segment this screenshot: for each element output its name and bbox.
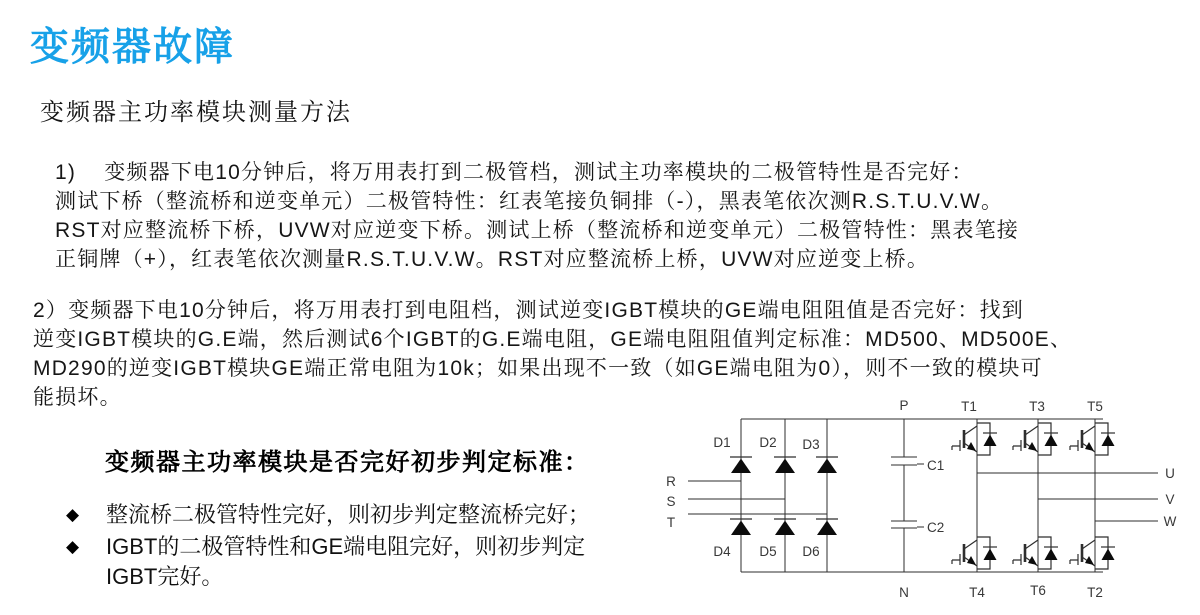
- diode-d6-label: D6: [802, 544, 820, 559]
- capacitor-c1: [891, 457, 924, 465]
- igbt-t1-label: T1: [961, 399, 977, 414]
- rectifier-diode-d4: [730, 519, 752, 535]
- output-v-label: V: [1165, 492, 1175, 507]
- bus-p-label: P: [899, 398, 909, 413]
- rectifier-diode-d1: [730, 457, 752, 473]
- step1-line: 正铜牌（+），红表笔依次测量R.S.T.U.V.W。RST对应整流桥上桥，UVW对应逆变上桥。: [55, 248, 930, 271]
- bus-n-label: N: [899, 585, 909, 600]
- step2-line: MD290的逆变IGBT模块GE端正常电阻为10k；如果出现不一致（如GE端电阻为0），则不一致的模块可: [33, 357, 1043, 380]
- capacitor-c2: [891, 521, 924, 528]
- diode-d3-label: D3: [802, 437, 820, 452]
- cap-c2-label: C2: [927, 520, 945, 535]
- step2-line: 2）变频器下电10分钟后，将万用表打到电阻档，测试逆变IGBT模块的GE端电阻阻值是否完好：找到: [33, 299, 1024, 322]
- igbt-cell-t1: [952, 423, 997, 455]
- step2-line: 能损坏。: [33, 386, 122, 409]
- rectifier-diode-d5: [774, 519, 796, 535]
- page-title: 变频器故障: [30, 26, 236, 69]
- step1-line: 1) 变频器下电10分钟后，将万用表打到二极管档，测试主功率模块的二极管特性是否完好：: [55, 161, 974, 184]
- criteria-item: [66, 500, 598, 530]
- igbt-cell-t3: [1013, 423, 1058, 455]
- step1-line: 测试下桥（整流桥和逆变单元）二极管特性：红表笔接负铜排（-），黑表笔依次测R.S.T.U.V.W。: [55, 190, 1004, 213]
- igbt-t6-label: T6: [1030, 583, 1046, 598]
- igbt-cell-t4: [952, 537, 997, 569]
- diamond-bullet-icon: ◆: [66, 537, 80, 556]
- criteria-heading: 变频器主功率模块是否完好初步判定标准：: [105, 449, 590, 476]
- rectifier-diode-d6: [816, 519, 838, 535]
- input-s-label: S: [666, 494, 676, 509]
- output-w-label: W: [1163, 514, 1177, 529]
- igbt-cell-t2: [1070, 537, 1115, 569]
- igbt-t3-label: T3: [1029, 399, 1045, 414]
- igbt-cell-t5: [1070, 423, 1115, 455]
- step1-paragraph: [55, 158, 1019, 274]
- igbt-cell-t6: [1013, 537, 1058, 569]
- step1-line: RST对应整流桥下桥，UVW对应逆变下桥。测试上桥（整流桥和逆变单元）二极管特性：黑表笔接: [55, 219, 1019, 242]
- igbt-t4-label: T4: [969, 585, 985, 600]
- output-u-label: U: [1165, 466, 1175, 481]
- input-t-label: T: [666, 515, 676, 530]
- criteria-item-text: IGBT的二极管特性和GE端电阻完好，则初步判定IGBT完好。: [106, 534, 586, 589]
- inverter-circuit-diagram: [652, 392, 1200, 610]
- diode-d4-label: D4: [713, 544, 731, 559]
- igbt-t5-label: T5: [1087, 399, 1103, 414]
- rectifier-diode-d3: [816, 457, 838, 473]
- input-r-label: R: [666, 474, 676, 489]
- diode-d5-label: D5: [759, 544, 777, 559]
- criteria-item: [66, 532, 598, 592]
- igbt-t2-label: T2: [1087, 585, 1103, 600]
- page-subtitle: 变频器主功率模块测量方法: [40, 100, 352, 126]
- diode-d2-label: D2: [759, 435, 777, 450]
- diamond-bullet-icon: ◆: [66, 505, 80, 524]
- rectifier-diode-d2: [774, 457, 796, 473]
- diode-d1-label: D1: [713, 435, 731, 450]
- step2-line: 逆变IGBT模块的G.E端，然后测试6个IGBT的G.E端电阻，GE端电阻阻值判定标准：MD500、MD500E、: [33, 328, 1073, 351]
- cap-c1-label: C1: [927, 458, 945, 473]
- criteria-list: [66, 500, 598, 592]
- criteria-item-text: 整流桥二极管特性完好，则初步判定整流桥完好；: [106, 502, 591, 527]
